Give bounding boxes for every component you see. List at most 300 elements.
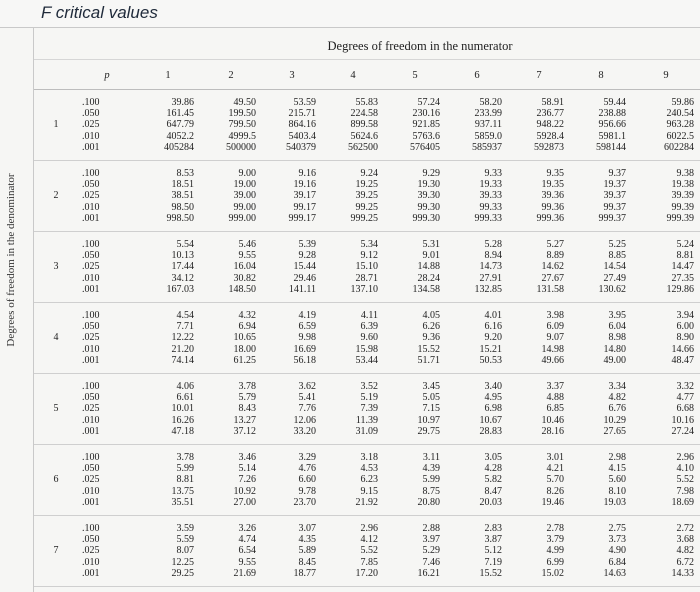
value-cell — [632, 232, 700, 303]
critical-value: 39.17 — [293, 190, 316, 202]
p-level: .050 — [82, 463, 100, 475]
col-header: 8 — [570, 61, 632, 90]
critical-value: 4.54 — [176, 309, 194, 321]
critical-value: 5859.0 — [474, 130, 502, 142]
critical-value: 2.83 — [484, 522, 502, 534]
critical-value: 56.18 — [293, 354, 316, 366]
p-levels — [78, 90, 136, 161]
critical-value: 3.32 — [676, 380, 694, 392]
critical-value: 28.83 — [479, 425, 502, 437]
critical-value: 4.28 — [484, 463, 502, 475]
p-level: .100 — [82, 522, 100, 534]
critical-value: 148.50 — [228, 283, 256, 295]
value-cell — [262, 161, 322, 232]
critical-value: 15.52 — [417, 343, 440, 355]
critical-value: 19.46 — [541, 496, 564, 508]
critical-value: 99.39 — [671, 201, 694, 213]
value-cell — [446, 516, 508, 587]
value-cell — [570, 232, 632, 303]
critical-value: 19.37 — [603, 179, 626, 191]
value-cell — [262, 374, 322, 445]
critical-value: 8.81 — [676, 250, 694, 262]
value-cell — [136, 232, 200, 303]
critical-value: 224.58 — [350, 108, 378, 120]
critical-value: 4.11 — [360, 309, 378, 321]
critical-value: 49.00 — [603, 354, 626, 366]
p-level: .100 — [82, 96, 100, 108]
critical-value: 5.89 — [298, 545, 316, 557]
value-cell — [384, 445, 446, 516]
critical-value: 27.49 — [603, 272, 626, 284]
critical-value: 19.25 — [355, 179, 378, 191]
critical-value: 6.99 — [546, 556, 564, 568]
value-cell — [570, 516, 632, 587]
critical-value: 5.29 — [422, 545, 440, 557]
critical-value: 99.33 — [479, 201, 502, 213]
denominator-label: Degrees of freedom in the denominator — [5, 173, 17, 347]
denominator-df: 2 — [34, 161, 78, 232]
critical-value: 39.37 — [603, 190, 626, 202]
value-cell — [322, 232, 384, 303]
critical-value: 7.98 — [676, 485, 694, 497]
page-title: F critical values — [41, 3, 158, 22]
denominator-df: 4 — [34, 303, 78, 374]
value-cell — [446, 232, 508, 303]
critical-value: 141.11 — [288, 283, 316, 295]
critical-value: 5.59 — [176, 534, 194, 546]
p-level: .100 — [82, 238, 100, 250]
critical-value: 27.35 — [671, 272, 694, 284]
critical-value: 167.03 — [166, 283, 194, 295]
critical-value: 51.71 — [417, 354, 440, 366]
critical-value: 4.06 — [176, 380, 194, 392]
value-cell — [632, 161, 700, 232]
critical-value: 48.47 — [671, 354, 694, 366]
critical-value: 999.30 — [412, 212, 440, 224]
critical-value: 5.82 — [484, 474, 502, 486]
critical-value: 14.54 — [603, 261, 626, 273]
p-level: .010 — [82, 201, 100, 213]
critical-value: 9.36 — [422, 332, 440, 344]
critical-value: 49.66 — [541, 354, 564, 366]
critical-value: 4.90 — [608, 545, 626, 557]
critical-value: 21.92 — [355, 496, 378, 508]
f-table — [34, 61, 700, 587]
critical-value: 6.59 — [298, 321, 316, 333]
critical-value: 99.36 — [541, 201, 564, 213]
critical-value: 5.19 — [360, 392, 378, 404]
critical-value: 29.46 — [293, 272, 316, 284]
critical-value: 233.99 — [474, 108, 502, 120]
critical-value: 4.95 — [484, 392, 502, 404]
critical-value: 55.83 — [355, 96, 378, 108]
critical-value: 3.34 — [608, 380, 626, 392]
critical-value: 39.86 — [171, 96, 194, 108]
p-levels — [78, 161, 136, 232]
p-level: .010 — [82, 272, 100, 284]
critical-value: 18.77 — [293, 567, 316, 579]
critical-value: 14.47 — [671, 261, 694, 273]
table-body — [34, 90, 700, 587]
col-header: 7 — [508, 61, 570, 90]
value-cell — [200, 445, 262, 516]
critical-value: 16.21 — [417, 567, 440, 579]
critical-value: 6.76 — [608, 403, 626, 415]
critical-value: 6.00 — [676, 321, 694, 333]
critical-value: 14.98 — [541, 343, 564, 355]
critical-value: 39.33 — [479, 190, 502, 202]
critical-value: 3.29 — [298, 451, 316, 463]
critical-value: 39.36 — [541, 190, 564, 202]
critical-value: 49.50 — [233, 96, 256, 108]
critical-value: 15.02 — [541, 567, 564, 579]
critical-value: 3.78 — [238, 380, 256, 392]
critical-value: 12.25 — [171, 556, 194, 568]
critical-value: 4.32 — [238, 309, 256, 321]
critical-value: 998.50 — [166, 212, 194, 224]
critical-value: 2.78 — [546, 522, 564, 534]
critical-value: 6.54 — [238, 545, 256, 557]
critical-value: 4.12 — [360, 534, 378, 546]
p-level: .050 — [82, 250, 100, 262]
title-bar — [0, 0, 700, 28]
p-level: .025 — [82, 190, 100, 202]
critical-value: 10.29 — [603, 414, 626, 426]
value-cell — [200, 516, 262, 587]
critical-value: 19.33 — [479, 179, 502, 191]
critical-value: 240.54 — [666, 108, 694, 120]
value-cell — [136, 516, 200, 587]
critical-value: 4.35 — [298, 534, 316, 546]
critical-value: 16.26 — [171, 414, 194, 426]
value-cell — [200, 303, 262, 374]
value-cell — [508, 374, 570, 445]
p-level: .010 — [82, 343, 100, 355]
value-cell — [322, 303, 384, 374]
critical-value: 13.27 — [233, 414, 256, 426]
critical-value: 16.04 — [233, 261, 256, 273]
critical-value: 20.80 — [417, 496, 440, 508]
critical-value: 20.03 — [479, 496, 502, 508]
critical-value: 956.66 — [598, 119, 626, 131]
critical-value: 58.91 — [541, 96, 564, 108]
p-level: .100 — [82, 167, 100, 179]
critical-value: 39.00 — [233, 190, 256, 202]
critical-value: 5763.6 — [412, 130, 440, 142]
value-cell — [632, 90, 700, 161]
critical-value: 3.52 — [360, 380, 378, 392]
critical-value: 29.25 — [171, 567, 194, 579]
critical-value: 4.99 — [546, 545, 564, 557]
denominator-df: 1 — [34, 90, 78, 161]
critical-value: 10.67 — [479, 414, 502, 426]
critical-value: 11.39 — [355, 414, 378, 426]
critical-value: 6022.5 — [666, 130, 694, 142]
critical-value: 19.00 — [233, 179, 256, 191]
critical-value: 3.94 — [676, 309, 694, 321]
critical-value: 3.78 — [176, 451, 194, 463]
value-cell — [322, 90, 384, 161]
critical-value: 230.16 — [412, 108, 440, 120]
value-cell — [322, 374, 384, 445]
critical-value: 7.39 — [360, 403, 378, 415]
critical-value: 7.85 — [360, 556, 378, 568]
critical-value: 6.72 — [676, 556, 694, 568]
critical-value: 4.05 — [422, 309, 440, 321]
critical-value: 8.07 — [176, 545, 194, 557]
critical-value: 999.36 — [536, 212, 564, 224]
critical-value: 5.31 — [422, 238, 440, 250]
value-cell — [384, 90, 446, 161]
critical-value: 9.29 — [422, 167, 440, 179]
p-level: .050 — [82, 392, 100, 404]
critical-value: 59.86 — [671, 96, 694, 108]
value-cell — [384, 516, 446, 587]
col-header: 4 — [322, 61, 384, 90]
p-level: .001 — [82, 354, 100, 366]
critical-value: 7.26 — [238, 474, 256, 486]
critical-value: 215.71 — [288, 108, 316, 120]
critical-value: 38.51 — [171, 190, 194, 202]
value-cell — [136, 374, 200, 445]
critical-value: 21.20 — [171, 343, 194, 355]
critical-value: 5.39 — [298, 238, 316, 250]
p-level: .100 — [82, 380, 100, 392]
critical-value: 8.81 — [176, 474, 194, 486]
value-cell — [200, 232, 262, 303]
critical-value: 58.20 — [479, 96, 502, 108]
critical-value: 99.37 — [603, 201, 626, 213]
value-cell — [262, 90, 322, 161]
critical-value: 4.21 — [546, 463, 564, 475]
p-level: .050 — [82, 534, 100, 546]
critical-value: 4.15 — [608, 463, 626, 475]
table-row — [34, 445, 700, 516]
p-level: .025 — [82, 119, 100, 131]
critical-value: 161.45 — [166, 108, 194, 120]
critical-value: 8.10 — [608, 485, 626, 497]
value-cell — [322, 445, 384, 516]
critical-value: 9.35 — [546, 167, 564, 179]
critical-value: 3.37 — [546, 380, 564, 392]
critical-value: 19.16 — [293, 179, 316, 191]
denominator-df: 5 — [34, 374, 78, 445]
critical-value: 4.10 — [676, 463, 694, 475]
value-cell — [508, 445, 570, 516]
value-cell — [508, 303, 570, 374]
p-level: .001 — [82, 141, 100, 153]
critical-value: 5.27 — [546, 238, 564, 250]
value-cell — [632, 303, 700, 374]
header-row — [34, 61, 700, 90]
p-level: .001 — [82, 212, 100, 224]
p-level: .001 — [82, 283, 100, 295]
critical-value: 9.20 — [484, 332, 502, 344]
critical-value: 562500 — [348, 141, 378, 153]
critical-value: 3.95 — [608, 309, 626, 321]
critical-value: 28.24 — [417, 272, 440, 284]
critical-value: 9.55 — [238, 250, 256, 262]
critical-value: 99.30 — [417, 201, 440, 213]
critical-value: 6.85 — [546, 403, 564, 415]
critical-value: 7.19 — [484, 556, 502, 568]
value-cell — [262, 516, 322, 587]
critical-value: 3.62 — [298, 380, 316, 392]
critical-value: 28.16 — [541, 425, 564, 437]
critical-value: 937.11 — [474, 119, 502, 131]
critical-value: 99.25 — [355, 201, 378, 213]
critical-value: 61.25 — [233, 354, 256, 366]
critical-value: 27.91 — [479, 272, 502, 284]
critical-value: 3.98 — [546, 309, 564, 321]
critical-value: 5.60 — [608, 474, 626, 486]
critical-value: 5.79 — [238, 392, 256, 404]
critical-value: 14.80 — [603, 343, 626, 355]
col-header: 3 — [262, 61, 322, 90]
critical-value: 99.17 — [293, 201, 316, 213]
critical-value: 999.39 — [666, 212, 694, 224]
p-header: p — [78, 61, 136, 90]
critical-value: 3.87 — [484, 534, 502, 546]
critical-value: 12.22 — [171, 332, 194, 344]
critical-value: 5.70 — [546, 474, 564, 486]
critical-value: 17.44 — [171, 261, 194, 273]
value-cell — [570, 161, 632, 232]
denominator-df: 6 — [34, 445, 78, 516]
critical-value: 6.84 — [608, 556, 626, 568]
critical-value: 10.16 — [671, 414, 694, 426]
table-row — [34, 90, 700, 161]
critical-value: 3.26 — [238, 522, 256, 534]
critical-value: 30.82 — [233, 272, 256, 284]
critical-value: 31.09 — [355, 425, 378, 437]
value-cell — [136, 303, 200, 374]
critical-value: 129.86 — [666, 283, 694, 295]
value-cell — [136, 445, 200, 516]
col-header: 2 — [200, 61, 262, 90]
critical-value: 3.79 — [546, 534, 564, 546]
numerator-label: Degrees of freedom in the numerator — [327, 39, 513, 53]
critical-value: 9.78 — [298, 485, 316, 497]
critical-value: 3.11 — [422, 451, 440, 463]
critical-value: 132.85 — [474, 283, 502, 295]
critical-value: 14.63 — [603, 567, 626, 579]
critical-value: 9.12 — [360, 250, 378, 262]
p-level: .050 — [82, 179, 100, 191]
critical-value: 19.38 — [671, 179, 694, 191]
critical-value: 74.14 — [171, 354, 194, 366]
critical-value: 29.75 — [417, 425, 440, 437]
critical-value: 15.52 — [479, 567, 502, 579]
value-cell — [446, 445, 508, 516]
value-cell — [200, 374, 262, 445]
critical-value: 9.15 — [360, 485, 378, 497]
critical-value: 6.98 — [484, 403, 502, 415]
critical-value: 999.17 — [288, 212, 316, 224]
critical-value: 7.76 — [298, 403, 316, 415]
critical-value: 18.69 — [671, 496, 694, 508]
critical-value: 14.62 — [541, 261, 564, 273]
value-cell — [446, 374, 508, 445]
table-row — [34, 232, 700, 303]
p-levels — [78, 374, 136, 445]
critical-value: 23.70 — [293, 496, 316, 508]
p-level: .001 — [82, 496, 100, 508]
p-level: .001 — [82, 425, 100, 437]
critical-value: 8.85 — [608, 250, 626, 262]
table-row — [34, 516, 700, 587]
critical-value: 5624.6 — [350, 130, 378, 142]
critical-value: 602284 — [664, 141, 694, 153]
p-level: .010 — [82, 130, 100, 142]
critical-value: 4.53 — [360, 463, 378, 475]
critical-value: 3.46 — [238, 451, 256, 463]
critical-value: 6.09 — [546, 321, 564, 333]
value-cell — [136, 90, 200, 161]
critical-value: 5.99 — [422, 474, 440, 486]
critical-value: 6.61 — [176, 392, 194, 404]
value-cell — [570, 90, 632, 161]
value-cell — [200, 90, 262, 161]
critical-value: 8.94 — [484, 250, 502, 262]
critical-value: 53.59 — [293, 96, 316, 108]
critical-value: 4.77 — [676, 392, 694, 404]
critical-value: 35.51 — [171, 496, 194, 508]
critical-value: 999.37 — [598, 212, 626, 224]
critical-value: 19.30 — [417, 179, 440, 191]
critical-value: 47.18 — [171, 425, 194, 437]
critical-value: 27.67 — [541, 272, 564, 284]
col-header: 1 — [136, 61, 200, 90]
critical-value: 592873 — [534, 141, 564, 153]
value-cell — [570, 374, 632, 445]
critical-value: 199.50 — [228, 108, 256, 120]
critical-value: 6.39 — [360, 321, 378, 333]
critical-value: 4.76 — [298, 463, 316, 475]
value-cell — [508, 90, 570, 161]
p-level: .025 — [82, 474, 100, 486]
p-levels — [78, 232, 136, 303]
critical-value: 5.14 — [238, 463, 256, 475]
critical-value: 8.45 — [298, 556, 316, 568]
value-cell — [322, 161, 384, 232]
critical-value: 4.39 — [422, 463, 440, 475]
critical-value: 28.71 — [355, 272, 378, 284]
critical-value: 5.28 — [484, 238, 502, 250]
critical-value: 405284 — [164, 141, 194, 153]
value-cell — [446, 303, 508, 374]
value-cell — [508, 232, 570, 303]
col-header: 9 — [632, 61, 700, 90]
critical-value: 999.25 — [350, 212, 378, 224]
critical-value: 14.33 — [671, 567, 694, 579]
value-cell — [262, 445, 322, 516]
critical-value: 39.39 — [671, 190, 694, 202]
critical-value: 3.18 — [360, 451, 378, 463]
critical-value: 6.68 — [676, 403, 694, 415]
critical-value: 5.99 — [176, 463, 194, 475]
critical-value: 12.06 — [293, 414, 316, 426]
critical-value: 10.97 — [417, 414, 440, 426]
critical-value: 5981.1 — [598, 130, 626, 142]
critical-value: 3.45 — [422, 380, 440, 392]
critical-value: 39.30 — [417, 190, 440, 202]
table-row — [34, 374, 700, 445]
critical-value: 5.52 — [360, 545, 378, 557]
value-cell — [446, 90, 508, 161]
critical-value: 130.62 — [598, 283, 626, 295]
denominator-df: 3 — [34, 232, 78, 303]
